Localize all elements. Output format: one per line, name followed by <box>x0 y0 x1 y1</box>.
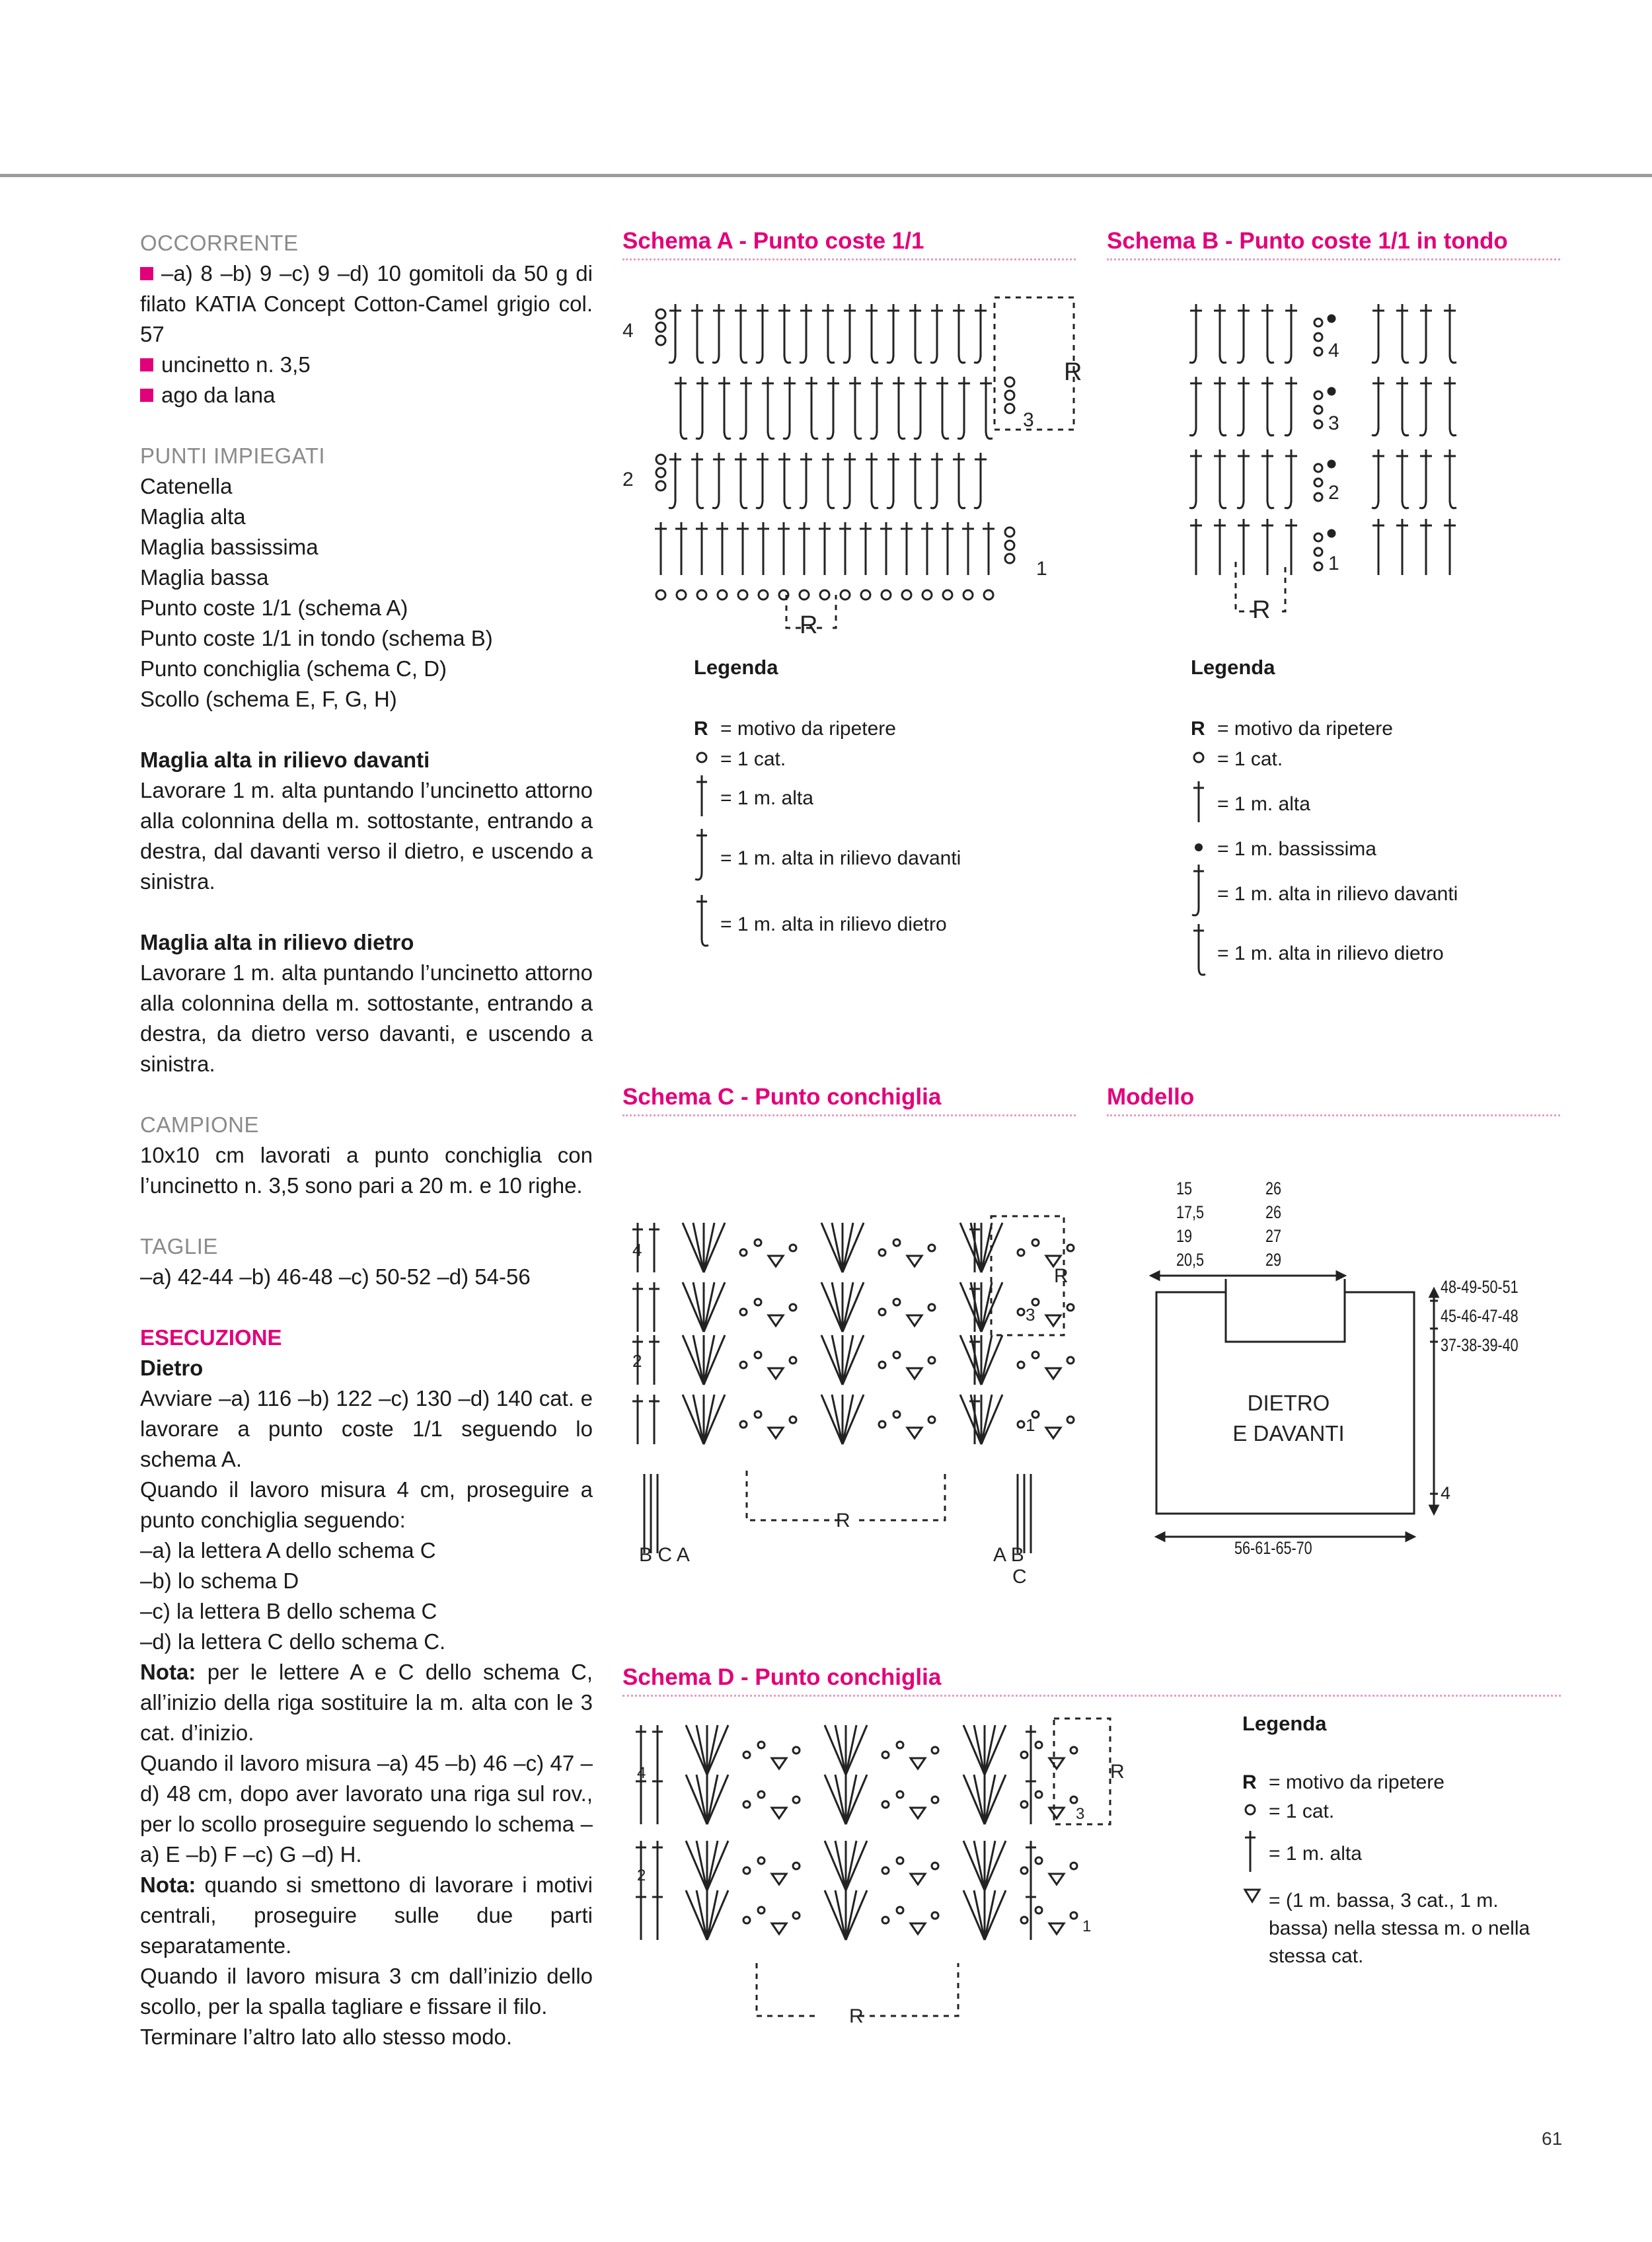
row-label: 1 <box>1328 553 1339 574</box>
stitch <box>819 522 831 575</box>
taglie-title: TAGLIE <box>140 1234 218 1258</box>
stitch <box>953 453 965 502</box>
back-post-icon <box>694 892 720 957</box>
stitch <box>806 377 817 433</box>
punti-item: Punto conchiglia (schema C, D) <box>140 656 447 681</box>
dietro-list-item: –c) la lettera B dello schema C <box>140 1599 437 1623</box>
row-label: 4 <box>622 320 634 342</box>
stitch <box>866 304 878 357</box>
left-column <box>140 228 593 2052</box>
schema-b-diagram <box>1183 284 1467 628</box>
row-label: 2 <box>1328 482 1339 504</box>
stitch <box>866 453 878 502</box>
legend-text: = 1 m. alta <box>720 787 813 809</box>
stitch <box>1372 377 1384 430</box>
punti-item: Maglia bassa <box>140 565 269 590</box>
rilievo-davanti-text: Lavorare 1 m. alta puntando l’uncinetto attorno alla colonnina della m. sottostante, entrando a destra, dal davanti verso il dietro, e uscendo a sinistra. <box>140 778 593 894</box>
stitch <box>1420 519 1432 575</box>
stitch <box>915 377 926 433</box>
modello-title: Modello <box>1107 1084 1560 1116</box>
legend-text: = 1 cat. <box>1269 1800 1335 1822</box>
stitch <box>691 453 703 502</box>
stitch <box>901 522 913 575</box>
schema-b-title: Schema B - Punto coste 1/1 in tondo <box>1107 228 1560 260</box>
chain-icon <box>1191 748 1217 771</box>
stitch <box>737 522 749 575</box>
stitch <box>909 453 921 502</box>
punti-item: Punto coste 1/1 (schema A) <box>140 596 408 620</box>
schema-d-title: Schema D - Punto conchiglia <box>622 1664 1561 1697</box>
row-label: 2 <box>632 1351 642 1371</box>
legend-a-title: Legenda <box>694 656 778 679</box>
letters-right: A B <box>993 1544 1024 1566</box>
shell-icon <box>1242 1887 1269 1910</box>
stitch <box>1444 377 1456 430</box>
legend-d <box>1242 1768 1559 1970</box>
stitch <box>871 377 883 433</box>
stitch <box>1372 519 1384 575</box>
legend-r-symbol: R <box>1242 1771 1257 1793</box>
repeat-label: R <box>1064 358 1082 386</box>
bullet-square-icon <box>140 389 153 402</box>
punti-item: Scollo (schema E, F, G, H) <box>140 687 397 711</box>
stitch <box>696 377 708 433</box>
chain-icon <box>694 748 720 771</box>
schema-d-diagram <box>634 1712 1137 2029</box>
campione-title: CAMPIONE <box>140 1112 260 1137</box>
letters-left: B C A <box>639 1544 690 1566</box>
stitch <box>822 453 834 502</box>
stitch <box>1444 519 1456 575</box>
occorrente-item: ago da lana <box>140 380 593 410</box>
stitch <box>800 453 812 502</box>
stitch <box>921 522 933 575</box>
stitch <box>798 522 810 575</box>
stitch <box>1444 449 1456 502</box>
dietro-paragraph: Quando il lavoro misura 4 cm, proseguire a punto conchiglia seguendo: <box>140 1477 593 1532</box>
stitch <box>1396 449 1408 502</box>
legend-text: = 1 m. alta <box>1217 793 1310 815</box>
stitch <box>975 453 987 502</box>
row-label: 1 <box>1082 1917 1092 1935</box>
stitch <box>784 377 796 433</box>
stitch <box>675 522 687 575</box>
stitch <box>849 377 861 433</box>
stitch <box>942 522 954 575</box>
stitch <box>740 377 752 433</box>
campione-text: 10x10 cm lavorati a punto conchiglia con l’uncinetto n. 3,5 sono pari a 20 m. e 10 righe. <box>140 1143 593 1198</box>
row-label: 4 <box>632 1240 642 1260</box>
stitch <box>1372 449 1384 502</box>
row-label: 3 <box>1026 1305 1035 1325</box>
legend-a <box>694 714 1064 954</box>
stitch <box>887 304 899 357</box>
row-label: 1 <box>1026 1415 1035 1435</box>
stitch <box>757 522 769 575</box>
dietro-list-item: –d) la lettera C dello schema C. <box>140 1629 446 1654</box>
stitch <box>1238 377 1250 430</box>
modello-right-measures: 48-49-50-51 45-46-47-48 37-38-39-40 <box>1441 1277 1519 1355</box>
stitch <box>778 453 790 502</box>
rilievo-dietro-title: Maglia alta in rilievo dietro <box>140 930 414 954</box>
stitch <box>655 522 667 575</box>
repeat-label: R <box>800 611 818 639</box>
row-label: 3 <box>1076 1805 1085 1823</box>
stitch <box>958 377 970 433</box>
back-post-icon <box>1191 921 1217 986</box>
legend-text: = motivo da ripetere <box>1217 718 1393 740</box>
punti-item: Catenella <box>140 474 233 498</box>
stitch <box>975 304 987 357</box>
stitch <box>909 304 921 357</box>
stitch <box>1285 519 1297 575</box>
row-label: 4 <box>637 1764 646 1782</box>
slip-stitch-icon <box>1191 838 1217 861</box>
stitch <box>675 377 687 433</box>
punti-title: PUNTI IMPIEGATI <box>140 444 326 468</box>
punti-item: Maglia bassissima <box>140 535 319 559</box>
punti-item: Punto coste 1/1 in tondo (schema B) <box>140 626 493 650</box>
stitch <box>1261 377 1273 430</box>
legend-text: = 1 cat. <box>720 748 786 770</box>
stitch <box>1285 377 1297 430</box>
stitch <box>980 377 992 433</box>
taglie-text: –a) 42-44 –b) 46-48 –c) 50-52 –d) 54-56 <box>140 1264 531 1289</box>
stitch <box>1214 519 1226 575</box>
stitch <box>1396 304 1408 357</box>
stitch <box>1214 377 1226 430</box>
repeat-label: R <box>849 2005 864 2027</box>
legend-text: = motivo da ripetere <box>1269 1771 1445 1793</box>
legend-text: = 1 m. alta <box>1269 1843 1362 1865</box>
legend-b <box>1191 714 1561 984</box>
row-label: 4 <box>1328 340 1339 362</box>
legend-text: = 1 m. alta in rilievo dietro <box>1217 943 1444 964</box>
schema-c-title: Schema C - Punto conchiglia <box>622 1084 1076 1116</box>
stitch <box>669 453 681 502</box>
stitch <box>860 522 872 575</box>
stitch <box>762 377 774 433</box>
modello-top-right-measures: 26 26 27 29 <box>1265 1179 1282 1270</box>
stitch <box>1420 377 1432 430</box>
occorrente-item: –a) 8 –b) 9 –c) 9 –d) 10 gomitoli da 50 g di filato KATIA Concept Cotton-Camel grigio col. 57 <box>140 261 593 346</box>
double-crochet-icon <box>1242 1828 1269 1880</box>
front-post-icon <box>1191 862 1217 927</box>
repeat-label: R <box>1252 596 1271 624</box>
dietro-paragraph: Quando il lavoro misura –a) 45 –b) 46 –c) 47 –d) 48 cm, dopo aver lavorato una riga sul rov., per lo scollo proseguire seguendo lo schema –a) E –b) F –c) G –d) H. <box>140 1751 593 1867</box>
stitch <box>1190 377 1202 430</box>
stitch <box>691 304 703 357</box>
legend-text: = motivo da ripetere <box>720 718 896 740</box>
legend-text: = 1 m. alta in rilievo davanti <box>720 847 961 869</box>
stitch <box>936 377 948 433</box>
stitch <box>718 377 730 433</box>
stitch <box>827 377 839 433</box>
page-number: 61 <box>1542 2128 1563 2149</box>
dietro-list-item: –a) la lettera A dello schema C <box>140 1538 436 1563</box>
stitch <box>887 453 899 502</box>
modello-label: DIETRO E DAVANTI <box>1232 1391 1345 1446</box>
stitch <box>962 522 974 575</box>
dietro-paragraph: Quando il lavoro misura 3 cm dall’inizio dello scollo, per la spalla tagliare e fissare il filo. <box>140 1964 593 2019</box>
stitch <box>669 304 681 357</box>
occorrente-item: uncinetto n. 3,5 <box>140 350 593 380</box>
stitch <box>1238 449 1250 502</box>
stitch <box>713 453 725 502</box>
row-label: 3 <box>1328 412 1339 434</box>
schema-a-title: Schema A - Punto coste 1/1 <box>622 228 1076 260</box>
row-label: 2 <box>622 469 634 490</box>
stitch <box>822 304 834 357</box>
rilievo-davanti-title: Maglia alta in rilievo davanti <box>140 748 430 772</box>
esecuzione-title: ESECUZIONE <box>140 1325 282 1350</box>
stitch <box>1420 449 1432 502</box>
stitch <box>716 522 728 575</box>
legend-b-title: Legenda <box>1191 656 1275 679</box>
stitch <box>1261 304 1273 357</box>
repeat-label: R <box>836 1510 850 1531</box>
occorrente-title: OCCORRENTE <box>140 231 299 255</box>
chain-icon <box>1242 1800 1269 1823</box>
letters-right-c: C <box>1012 1566 1027 1588</box>
stitch <box>839 522 851 575</box>
top-rule <box>0 174 1652 177</box>
stitch <box>983 522 995 575</box>
stitch <box>931 304 943 357</box>
legend-text: = 1 m. alta in rilievo davanti <box>1217 883 1458 905</box>
schema-a-diagram <box>615 284 1090 641</box>
stitch <box>844 304 856 357</box>
bullet-square-icon <box>140 358 153 371</box>
schema-c-diagram <box>631 1210 1080 1593</box>
front-post-icon <box>694 826 720 891</box>
nota-paragraph: Nota: quando si smettono di lavorare i motivi centrali, proseguire sulle due parti separatamente. <box>140 1873 593 1958</box>
stitch <box>735 453 747 502</box>
legend-text: = 1 m. bassissima <box>1217 838 1376 860</box>
stitch <box>1214 304 1226 357</box>
punti-item: Maglia alta <box>140 504 246 529</box>
row-label: 2 <box>637 1867 646 1884</box>
dietro-title: Dietro <box>140 1356 204 1380</box>
stitch <box>1285 304 1297 357</box>
stitch <box>1420 304 1432 357</box>
stitch <box>757 453 769 502</box>
stitch <box>1190 519 1202 575</box>
dietro-paragraph: Terminare l’altro lato allo stesso modo. <box>140 2025 513 2049</box>
stitch <box>696 522 708 575</box>
stitch <box>1214 449 1226 502</box>
stitch <box>1444 304 1456 357</box>
stitch <box>880 522 892 575</box>
row-label: 1 <box>1036 558 1047 580</box>
double-crochet-icon <box>1191 779 1217 830</box>
legend-text: = 1 cat. <box>1217 748 1283 770</box>
dietro-paragraph: Avviare –a) 116 –b) 122 –c) 130 –d) 140 cat. e lavorare a punto coste 1/1 seguendo lo schema A. <box>140 1386 593 1471</box>
stitch <box>1190 449 1202 502</box>
repeat-label: R <box>1054 1265 1069 1287</box>
stitch <box>893 377 905 433</box>
stitch <box>713 304 725 357</box>
modello-bottom-measure: 56-61-65-70 <box>1234 1538 1312 1558</box>
repeat-label: R <box>1110 1761 1125 1783</box>
stitch <box>1261 449 1273 502</box>
stitch <box>778 304 790 357</box>
rilievo-dietro-text: Lavorare 1 m. alta puntando l’uncinetto attorno alla colonnina della m. sottostante, entrando a destra, da dietro verso davanti, e uscendo a sinistra. <box>140 960 593 1076</box>
stitch <box>757 304 769 357</box>
stitch <box>931 453 943 502</box>
stitch <box>778 522 790 575</box>
stitch <box>1372 304 1384 357</box>
stitch <box>1285 449 1297 502</box>
modello-top-left-measures: 15 17,5 19 20,5 <box>1176 1179 1205 1270</box>
stitch <box>1238 519 1250 575</box>
stitch <box>800 304 812 357</box>
stitch <box>1396 377 1408 430</box>
stitch <box>1238 304 1250 357</box>
double-crochet-icon <box>694 773 720 824</box>
dietro-list-item: –b) lo schema D <box>140 1568 299 1593</box>
stitch <box>844 453 856 502</box>
nota-paragraph: Nota: per le lettere A e C dello schema C, all’inizio della riga sostituire la m. alta con le 3 cat. d’inizio. <box>140 1660 593 1745</box>
modello-bottom-right-measure: 4 <box>1441 1483 1451 1503</box>
legend-r-symbol: R <box>1191 718 1205 740</box>
legend-r-symbol: R <box>694 718 708 740</box>
stitch <box>953 304 965 357</box>
bullet-square-icon <box>140 267 153 280</box>
stitch <box>1261 519 1273 575</box>
legend-text: = 1 m. alta in rilievo dietro <box>720 913 947 935</box>
stitch <box>735 304 747 357</box>
row-label: 3 <box>1023 409 1034 431</box>
stitch <box>1396 519 1408 575</box>
stitch <box>1190 304 1202 357</box>
legend-text: = (1 m. bassa, 3 cat., 1 m. bassa) nella stessa m. o nella stessa cat. <box>1269 1890 1530 1967</box>
legend-d-title: Legenda <box>1242 1712 1327 1735</box>
